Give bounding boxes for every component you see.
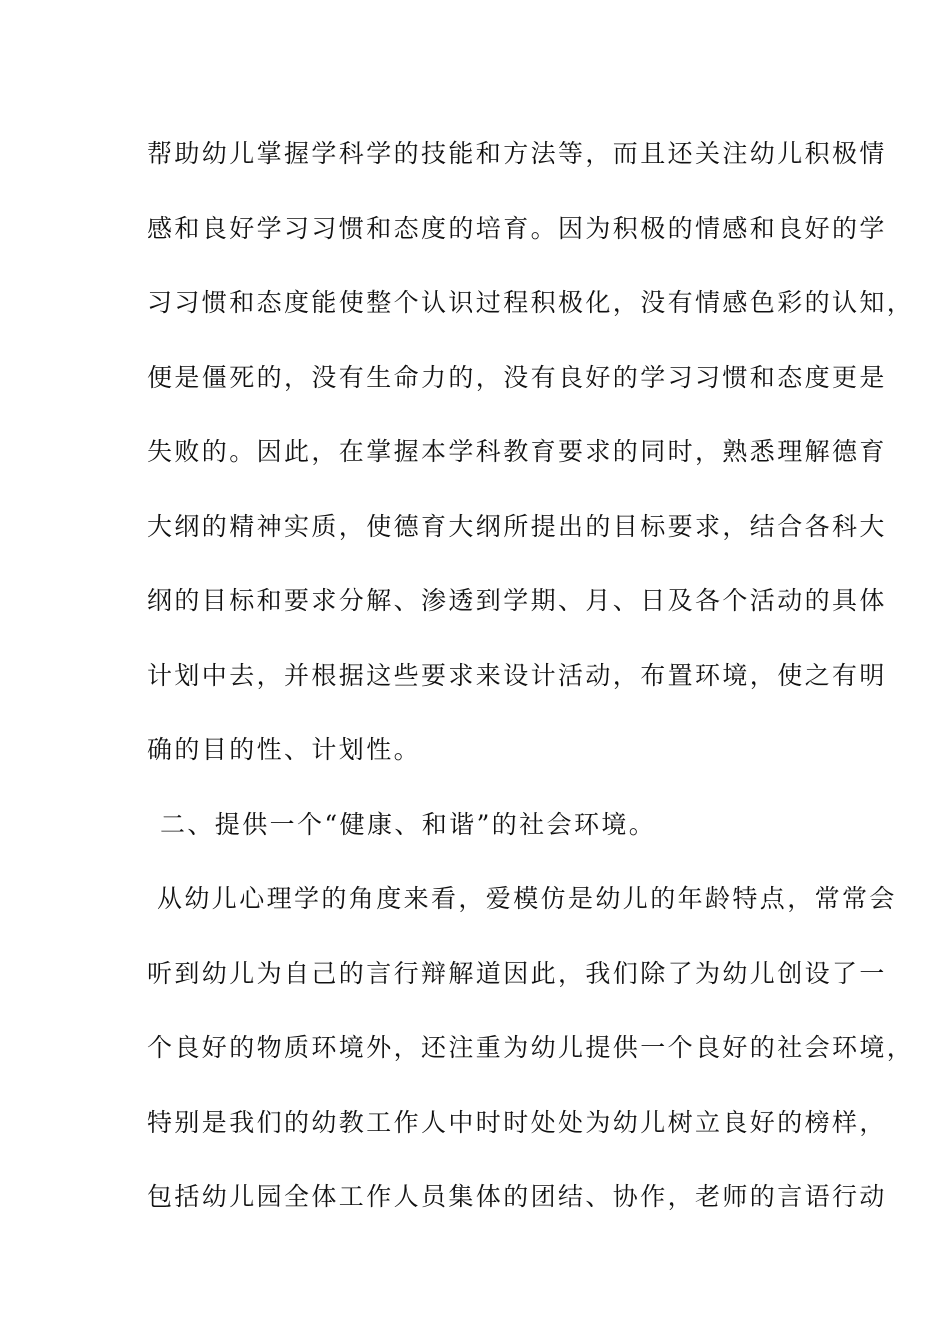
paragraph-line: 失败的。因此，在掌握本学科教育要求的同时，熟悉理解德育 — [147, 437, 887, 466]
paragraph-line: 计划中去，并根据这些要求来设计活动，布置环境，使之有明 — [147, 661, 887, 690]
paragraph-line: 听到幼儿为自己的言行辩解道因此，我们除了为幼儿创设了一 — [147, 959, 887, 988]
paragraph-line: 大纲的精神实质，使德育大纲所提出的目标要求，结合各科大 — [147, 512, 887, 541]
paragraph-line: 从幼儿心理学的角度来看，爱模仿是幼儿的年龄特点，常常会 — [157, 884, 897, 913]
paragraph-line: 感和良好学习习惯和态度的培育。因为积极的情感和良好的学 — [147, 214, 887, 243]
section-heading: 二、提供一个“健康、和谐”的社会环境。 — [160, 810, 657, 839]
paragraph-line: 便是僵死的，没有生命力的，没有良好的学习习惯和态度更是 — [147, 363, 887, 392]
paragraph-line: 习习惯和态度能使整个认识过程积极化，没有情感色彩的认知， — [147, 288, 915, 317]
paragraph-line: 帮助幼儿掌握学科学的技能和方法等，而且还关注幼儿积极情 — [147, 139, 887, 168]
paragraph-line: 特别是我们的幼教工作人中时时处处为幼儿树立良好的榜样， — [147, 1108, 887, 1137]
paragraph-line: 确的目的性、计划性。 — [147, 735, 422, 764]
paragraph-line: 包括幼儿园全体工作人员集体的团结、协作，老师的言语行动 — [147, 1182, 887, 1211]
paragraph-line: 纲的目标和要求分解、渗透到学期、月、日及各个活动的具体 — [147, 586, 887, 615]
paragraph-line: 个良好的物质环境外，还注重为幼儿提供一个良好的社会环境， — [147, 1033, 915, 1062]
